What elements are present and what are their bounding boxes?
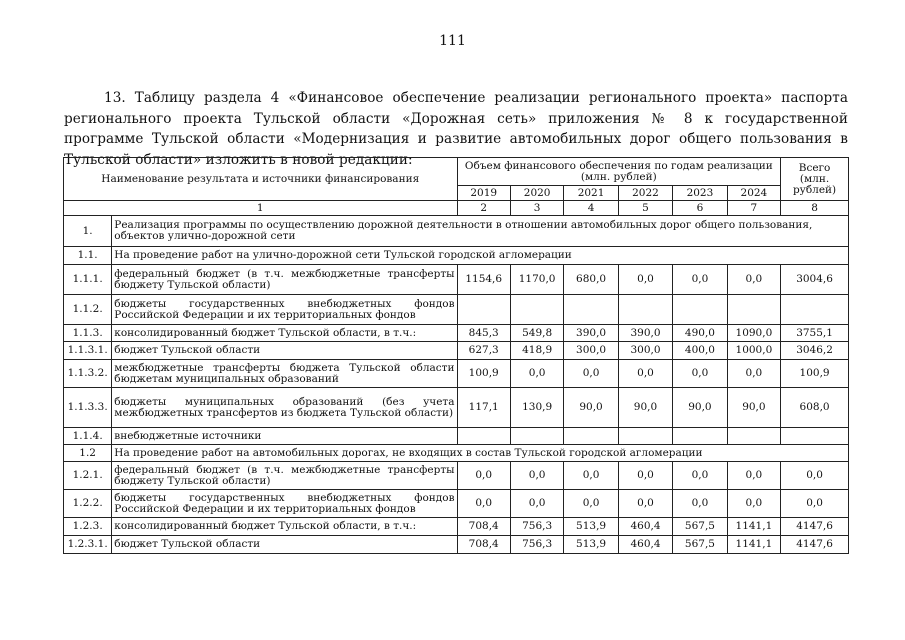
table-row — [64, 295, 849, 325]
total-value-cell — [781, 295, 849, 325]
total-value-cell: 4147,6 — [781, 536, 849, 554]
row-name-cell: бюджеты муниципальных образований (без учета межбюджетных трансфертов из бюджета Тульской области) — [112, 388, 457, 428]
year-value-cell: 1141,1 — [727, 518, 780, 536]
year-cell: 2022 — [618, 186, 672, 201]
year-value-cell — [727, 428, 780, 445]
row-name-cell: федеральный бюджет (в т.ч. межбюджетные трансферты бюджету Тульской области) — [112, 462, 457, 490]
row-name-cell: федеральный бюджет (в т.ч. межбюджетные трансферты бюджету Тульской области) — [112, 265, 457, 295]
row-number-cell: 1.1.3.1. — [64, 342, 112, 360]
table-row — [64, 445, 849, 462]
section-title-cell: Реализация программы по осуществлению дорожной деятельности в отношении автомобильных дорог общего пользования, объектов улично-дорожной сети — [112, 216, 849, 247]
page-number: 111 — [439, 33, 466, 49]
row-number-cell: 1.1.4. — [64, 428, 112, 445]
year-value-cell: 390,0 — [618, 325, 672, 342]
year-value-cell: 1000,0 — [727, 342, 780, 360]
row-name-cell: консолидированный бюджет Тульской области, в т.ч.: — [112, 325, 457, 342]
table-row — [64, 490, 849, 518]
total-value-cell: 0,0 — [781, 462, 849, 490]
year-value-cell: 130,9 — [510, 388, 563, 428]
table-index-row — [64, 201, 849, 216]
row-number-cell: 1.1. — [64, 247, 112, 265]
year-cell: 2024 — [727, 186, 780, 201]
year-value-cell: 90,0 — [673, 388, 727, 428]
year-value-cell: 1154,6 — [457, 265, 510, 295]
row-number-cell: 1.2 — [64, 445, 112, 462]
year-value-cell: 0,0 — [618, 462, 672, 490]
year-value-cell: 0,0 — [673, 462, 727, 490]
total-value-cell — [781, 428, 849, 445]
year-value-cell: 756,3 — [510, 536, 563, 554]
table-row — [64, 360, 849, 388]
year-value-cell: 708,4 — [457, 536, 510, 554]
section-title-cell: На проведение работ на улично-дорожной сети Тульской городской агломерации — [112, 247, 849, 265]
year-value-cell — [618, 428, 672, 445]
year-value-cell: 0,0 — [727, 360, 780, 388]
index-cell: 6 — [673, 201, 727, 216]
year-value-cell — [564, 295, 618, 325]
year-value-cell: 845,3 — [457, 325, 510, 342]
year-value-cell: 400,0 — [673, 342, 727, 360]
index-cell: 5 — [618, 201, 672, 216]
index-cell: 2 — [457, 201, 510, 216]
index-cell: 7 — [727, 201, 780, 216]
table-row — [64, 462, 849, 490]
year-value-cell: 490,0 — [673, 325, 727, 342]
year-value-cell — [564, 428, 618, 445]
total-value-cell: 0,0 — [781, 490, 849, 518]
year-value-cell: 680,0 — [564, 265, 618, 295]
header-total-cell: Всего (млн. рублей) — [781, 158, 849, 201]
year-value-cell: 1170,0 — [510, 265, 563, 295]
table-row — [64, 518, 849, 536]
header-volume-cell: Объем финансового обеспечения по годам реализации (млн. рублей) — [457, 158, 781, 186]
table-row — [64, 325, 849, 342]
total-value-cell: 608,0 — [781, 388, 849, 428]
row-number-cell: 1.2.2. — [64, 490, 112, 518]
year-value-cell: 90,0 — [727, 388, 780, 428]
year-value-cell: 300,0 — [564, 342, 618, 360]
year-value-cell: 90,0 — [618, 388, 672, 428]
year-value-cell: 100,9 — [457, 360, 510, 388]
row-name-cell: бюджеты государственных внебюджетных фондов Российской Федерации и их территориальных фондов — [112, 295, 457, 325]
year-value-cell: 513,9 — [564, 518, 618, 536]
year-value-cell: 0,0 — [564, 360, 618, 388]
intro-paragraph: 13. Таблицу раздела 4 «Финансовое обеспечение реализации регионального проекта» паспорта регионального проекта Тульской области «Дорожная сеть» приложения № 8 к государственной программе Тульской области «Модернизация и развитие автомобильных дорог общего пользования в Тульской области» изложить в новой редакции: — [64, 90, 848, 168]
financing-table — [63, 157, 849, 554]
table-row — [64, 265, 849, 295]
year-value-cell — [510, 295, 563, 325]
year-cell: 2019 — [457, 186, 510, 201]
year-value-cell: 0,0 — [510, 462, 563, 490]
row-name-cell: межбюджетные трансферты бюджета Тульской области бюджетам муниципальных образований — [112, 360, 457, 388]
total-value-cell: 100,9 — [781, 360, 849, 388]
year-cell: 2020 — [510, 186, 563, 201]
year-value-cell: 567,5 — [673, 536, 727, 554]
year-value-cell — [457, 428, 510, 445]
total-value-cell: 3046,2 — [781, 342, 849, 360]
year-value-cell: 0,0 — [727, 265, 780, 295]
row-number-cell: 1.1.3.3. — [64, 388, 112, 428]
table-row — [64, 342, 849, 360]
row-name-cell: бюджет Тульской области — [112, 536, 457, 554]
row-number-cell: 1.2.3.1. — [64, 536, 112, 554]
year-cell: 2023 — [673, 186, 727, 201]
year-value-cell — [673, 428, 727, 445]
year-value-cell: 0,0 — [673, 490, 727, 518]
row-number-cell: 1.1.3. — [64, 325, 112, 342]
year-value-cell: 0,0 — [457, 490, 510, 518]
year-value-cell: 90,0 — [564, 388, 618, 428]
row-number-cell: 1.1.1. — [64, 265, 112, 295]
year-value-cell: 418,9 — [510, 342, 563, 360]
year-value-cell — [457, 295, 510, 325]
year-value-cell: 627,3 — [457, 342, 510, 360]
table-row — [64, 216, 849, 247]
row-number-cell: 1. — [64, 216, 112, 247]
year-value-cell: 549,8 — [510, 325, 563, 342]
year-value-cell: 390,0 — [564, 325, 618, 342]
year-value-cell: 0,0 — [727, 490, 780, 518]
year-value-cell: 0,0 — [510, 360, 563, 388]
row-number-cell: 1.1.3.2. — [64, 360, 112, 388]
year-value-cell: 0,0 — [618, 360, 672, 388]
year-value-cell: 0,0 — [673, 265, 727, 295]
table-header-row — [64, 158, 849, 186]
year-value-cell: 300,0 — [618, 342, 672, 360]
row-name-cell: консолидированный бюджет Тульской области, в т.ч.: — [112, 518, 457, 536]
year-value-cell — [673, 295, 727, 325]
row-name-cell: внебюджетные источники — [112, 428, 457, 445]
year-value-cell: 756,3 — [510, 518, 563, 536]
row-name-cell: бюджет Тульской области — [112, 342, 457, 360]
year-value-cell: 0,0 — [457, 462, 510, 490]
year-value-cell: 0,0 — [564, 490, 618, 518]
index-cell: 1 — [64, 201, 458, 216]
row-number-cell: 1.2.3. — [64, 518, 112, 536]
row-number-cell: 1.1.2. — [64, 295, 112, 325]
row-name-cell: бюджеты государственных внебюджетных фондов Российской Федерации и их территориальных фондов — [112, 490, 457, 518]
year-value-cell: 1141,1 — [727, 536, 780, 554]
total-value-cell: 4147,6 — [781, 518, 849, 536]
year-value-cell — [727, 295, 780, 325]
table-row — [64, 428, 849, 445]
index-cell: 3 — [510, 201, 563, 216]
year-value-cell: 513,9 — [564, 536, 618, 554]
year-value-cell: 0,0 — [564, 462, 618, 490]
total-value-cell: 3004,6 — [781, 265, 849, 295]
year-cell: 2021 — [564, 186, 618, 201]
index-cell: 4 — [564, 201, 618, 216]
table-row — [64, 247, 849, 265]
year-value-cell: 708,4 — [457, 518, 510, 536]
year-value-cell — [618, 295, 672, 325]
year-value-cell: 567,5 — [673, 518, 727, 536]
year-value-cell: 460,4 — [618, 536, 672, 554]
year-value-cell: 1090,0 — [727, 325, 780, 342]
year-value-cell: 0,0 — [618, 265, 672, 295]
index-cell: 8 — [781, 201, 849, 216]
year-value-cell: 0,0 — [673, 360, 727, 388]
year-value-cell — [510, 428, 563, 445]
header-name-cell: Наименование результата и источники финансирования — [64, 158, 458, 201]
year-value-cell: 0,0 — [727, 462, 780, 490]
year-value-cell: 0,0 — [510, 490, 563, 518]
table-row — [64, 388, 849, 428]
year-value-cell: 0,0 — [618, 490, 672, 518]
year-value-cell: 460,4 — [618, 518, 672, 536]
section-title-cell: На проведение работ на автомобильных дорогах, не входящих в состав Тульской городской агломерации — [112, 445, 849, 462]
year-value-cell: 117,1 — [457, 388, 510, 428]
row-number-cell: 1.2.1. — [64, 462, 112, 490]
total-value-cell: 3755,1 — [781, 325, 849, 342]
table-row — [64, 536, 849, 554]
